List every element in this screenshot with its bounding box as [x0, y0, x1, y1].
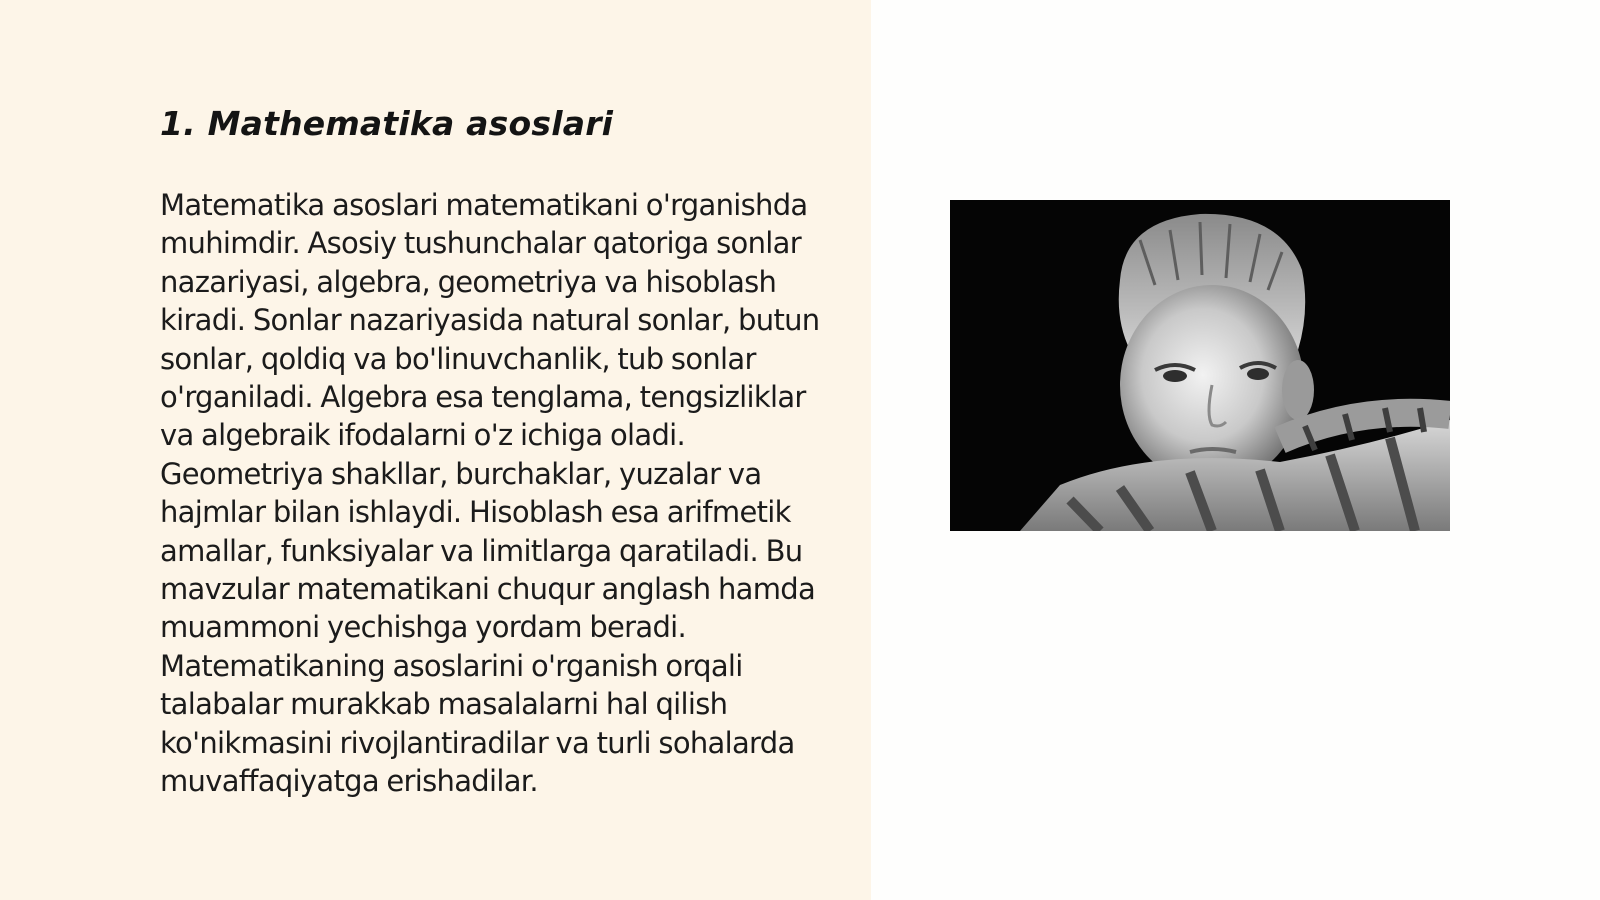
slide-body-text: Matematika asoslari matematikani o'rganishda muhimdir. Asosiy tushunchalar qatoriga sonlar nazariyasi, algebra, geometriya va hisoblash kiradi. Sonlar nazariyasida natural sonlar, butun sonlar, qoldiq va bo'linuvchanlik, tub sonlar o'rganiladi. Algebra esa tenglama, tengsizliklar va algebraik ifodalarni o'z ichiga oladi. Geometriya shakllar, burchaklar, yuzalar va hajmlar bilan ishlaydi. Hisoblash esa arifmetik amallar, funksiyalar va limitlarga qaratiladi. Bu mavzular matematikani chuqur anglash hamda muammoni yechishga yordam beradi. Matematikaning asoslarini o'rganish orqali talabalar murakkab masalalarni hal qilish ko'nikmasini rivojlantiradilar va turli sohalarda muvaffaqiyatga erishadilar. [160, 188, 820, 799]
photo-sad-child-icon [950, 200, 1450, 531]
child-photo [950, 200, 1450, 531]
slide-title: 1. Mathematika asoslari [160, 104, 614, 143]
